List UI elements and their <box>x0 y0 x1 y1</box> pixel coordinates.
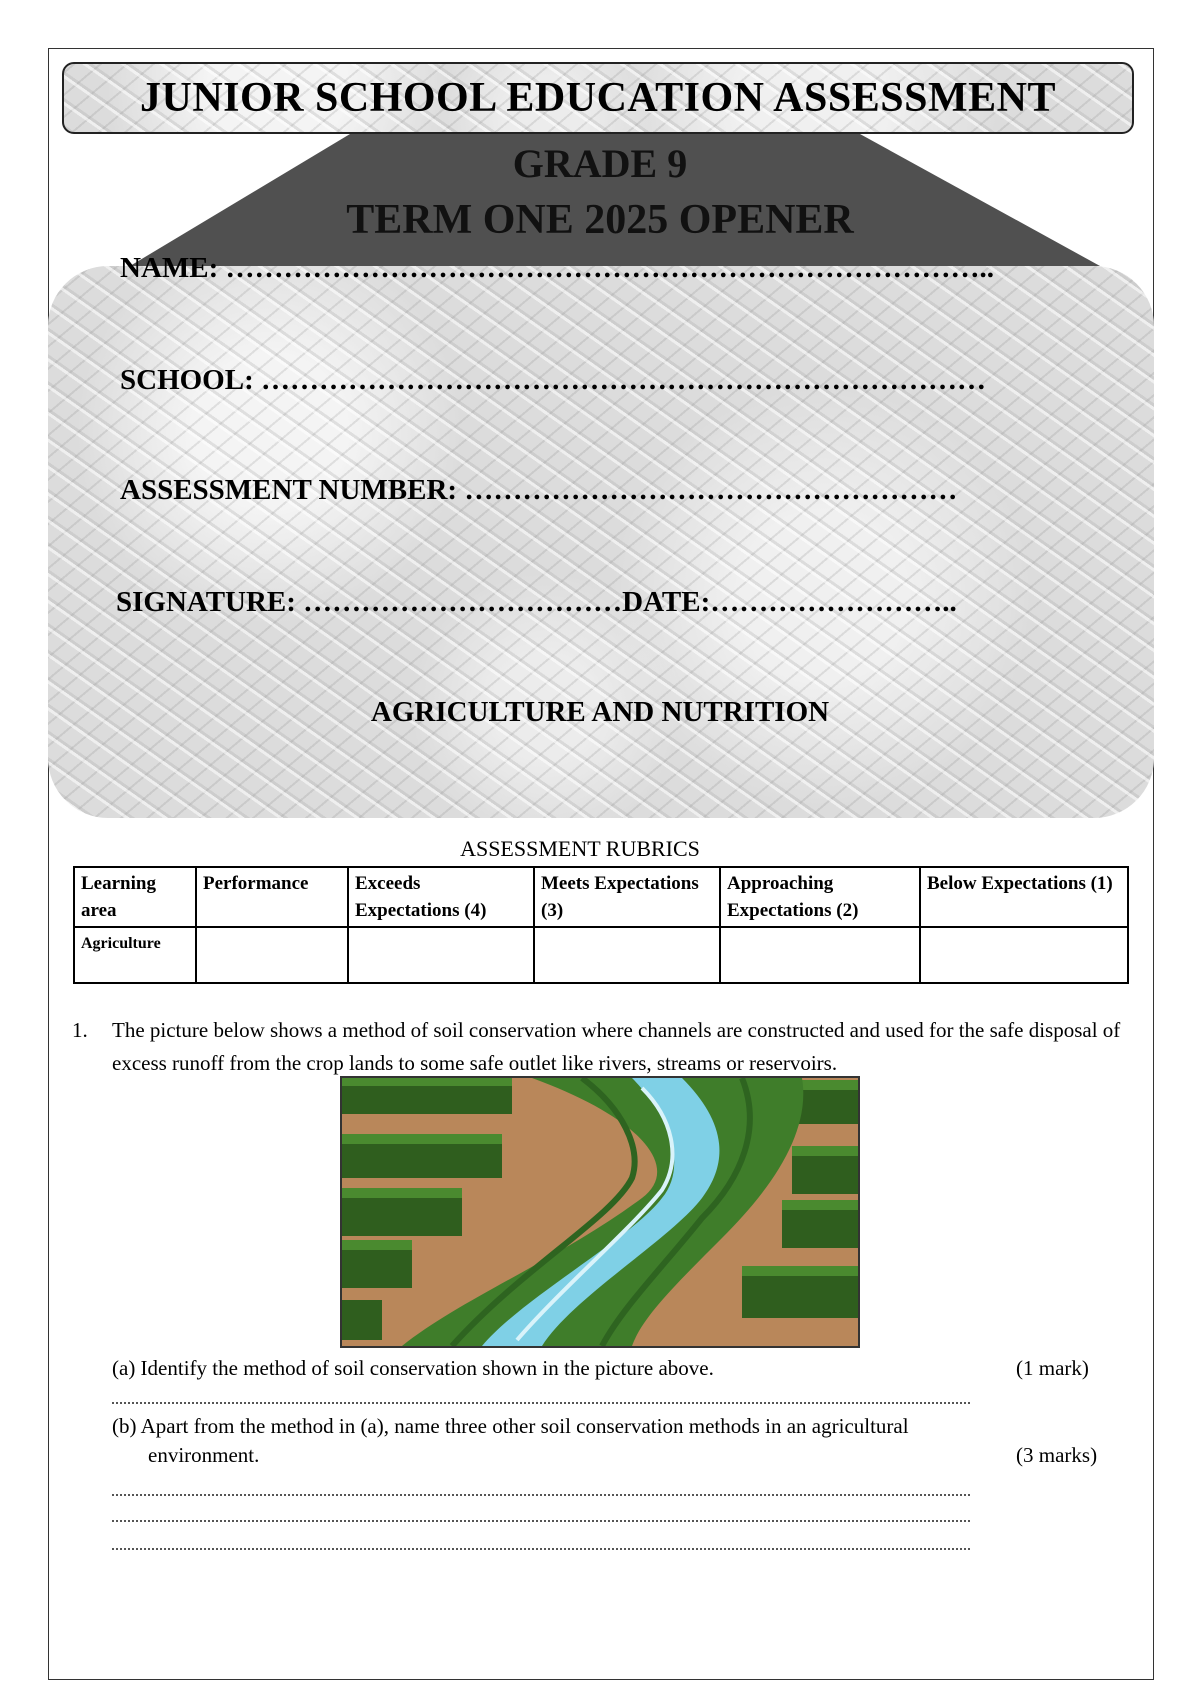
question-1b-marks: (3 marks) <box>1016 1443 1098 1467</box>
name-field[interactable]: NAME: …………………………………………………………………….. <box>120 252 995 284</box>
rubrics-table <box>73 866 1129 984</box>
cell-approaching[interactable] <box>720 927 920 983</box>
assessment-number-field[interactable]: ASSESSMENT NUMBER: …………………………………………… <box>120 474 958 506</box>
header-exceeds: Exceeds Expectations (4) <box>348 867 534 927</box>
rubrics-row <box>74 927 1128 983</box>
info-panel <box>48 266 1154 818</box>
rubrics-header-row <box>74 867 1128 927</box>
school-field[interactable]: SCHOOL: ………………………………………………………………… <box>120 364 986 396</box>
question-1b: (b) Apart from the method in (a), name three other soil conservation methods in an agricultural <box>112 1414 909 1438</box>
signature-date-field[interactable]: SIGNATURE: ……………………………DATE:…………………….. <box>116 586 957 618</box>
question-1 <box>72 1014 1132 1080</box>
question-1a-marks: (1 mark) <box>1016 1356 1089 1380</box>
exam-title: JUNIOR SCHOOL EDUCATION ASSESSMENT <box>140 75 1056 121</box>
cell-meets[interactable] <box>534 927 720 983</box>
term-label: TERM ONE 2025 OPENER <box>346 197 854 243</box>
answer-line-1a[interactable] <box>112 1402 970 1404</box>
header-learning-area: Learning area <box>74 867 196 927</box>
question-text: The picture below shows a method of soil conservation where channels are constructed and used for the safe disposal of excess runoff from the crop lands to some safe outlet like rivers, streams or reservoirs. <box>112 1018 1121 1075</box>
cell-learning-area: Agriculture <box>74 927 196 983</box>
answer-line-1b-3[interactable] <box>112 1548 970 1550</box>
subject-title: AGRICULTURE AND NUTRITION <box>370 696 830 728</box>
question-1b-continued: environment. <box>148 1443 260 1467</box>
header-approaching: Approaching Expectations (2) <box>720 867 920 927</box>
cell-exceeds[interactable] <box>348 927 534 983</box>
diversion-channel-picture <box>340 1076 860 1348</box>
rubrics-title: ASSESSMENT RUBRICS <box>460 836 700 861</box>
header-below: Below Expectations (1) <box>920 867 1128 927</box>
title-banner <box>62 62 1134 134</box>
grade-label: GRADE 9 <box>512 141 688 186</box>
header-meets: Meets Expectations (3) <box>534 867 720 927</box>
question-1a: (a) Identify the method of soil conservation shown in the picture above. <box>112 1356 714 1380</box>
header-performance: Performance <box>196 867 348 927</box>
answer-line-1b-2[interactable] <box>112 1520 970 1522</box>
question-number: 1. <box>72 1018 88 1042</box>
cell-performance[interactable] <box>196 927 348 983</box>
answer-line-1b-1[interactable] <box>112 1494 970 1496</box>
channel-illustration <box>342 1078 858 1346</box>
cell-below[interactable] <box>920 927 1128 983</box>
